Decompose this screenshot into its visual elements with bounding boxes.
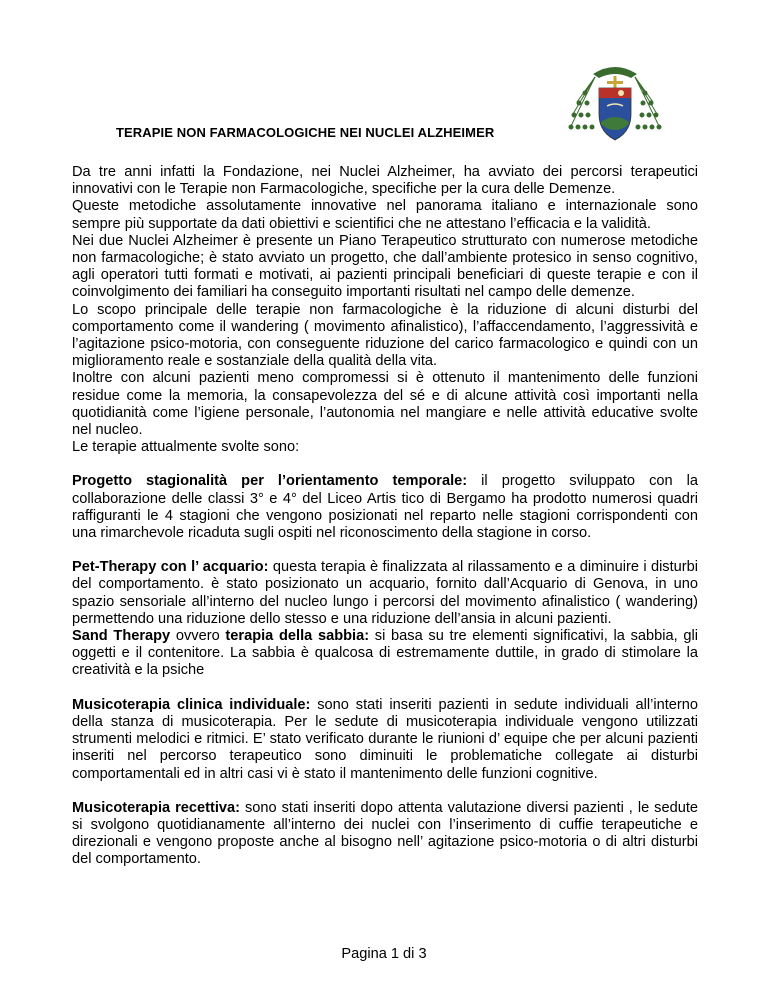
therapy-connector: ovvero [170, 628, 226, 645]
intro-paragraph: Lo scopo principale delle terapie non farmacologiche è la riduzione di alcuni disturbi del comportamento come il wandering ( movimento afinalistico), l’affaccendamento, l’aggressività e l’agitazione psico-motoria, con conseguente riduzione del carico farmacologico e quindi con un miglioramento reale e sostanziale della qualità della vita. [72, 301, 698, 370]
document-title: TERAPIE NON FARMACOLOGICHE NEI NUCLEI ALZHEIMER [116, 125, 495, 140]
intro-paragraph: Da tre anni infatti la Fondazione, nei Nuclei Alzheimer, ha avviato dei percorsi terapeutici innovativi con le Terapie non Farmacologiche, specifiche per la cura delle Demenze. [72, 164, 698, 198]
intro-paragraph: Nei due Nuclei Alzheimer è presente un Piano Terapeutico strutturato con numerose metodiche non farmacologiche; è stato avviato un progetto, che dall’ambiente protesico in senso cognitivo, agli operatori tutti formati e motivati, ai pazienti principali beneficiari di queste terapie e con il coinvolgimento dei familiari ha conseguito importanti risultati nel campo delle demenze. [72, 232, 698, 301]
coat-of-arms-icon [565, 62, 665, 152]
therapy-text: sono stati inseriti pazienti in sedute individuali all’interno della stanza di musicoterapia. Per le sedute di musicoterapia individuale vengono utilizzati strumenti melodici e ritmici. E’ stato verificato durante le riunioni d’ equipe che per alcuni pazienti inseriti nel percorso terapeutico sono diminuiti le problematiche collegate ai disturbi comportamentali ed in altri casi vi è stato il mantenimento delle funzioni cognitive. [72, 696, 698, 782]
therapy-heading: Progetto stagionalità per l’orientamento temporale: [72, 473, 468, 490]
therapy-heading: Musicoterapia recettiva: [72, 799, 241, 816]
therapy-heading: Pet-Therapy con l’ acquario: [72, 559, 269, 576]
therapy-sand [72, 628, 698, 680]
intro-paragraph: Le terapie attualmente svolte sono: [72, 439, 300, 456]
therapy-text: questa terapia è finalizzata al rilassamento e a diminuire i disturbi del comportamento. è stato posizionato un acquario, fornito dall’Acquario di Genova, in uno spazio sensoriale all’interno del nucleo lungo i percorsi del movimento afinalistico ( wandering) permettendo una riduzione dello stesso e una riduzione dell’ansia in alcuni pazienti. [72, 559, 698, 627]
document-body [72, 164, 698, 869]
therapy-lead: Sand Therapy [72, 628, 171, 645]
therapy-text: sono stati inseriti dopo attenta valutazione diversi pazienti , le sedute si svolgono quotidianamente all’interno dei nuclei con l’inserimento di cuffie terapeutiche e direzionali e vengono proposte anche al bisogno nell’ agitazione psico-motoria o di altri disturbi del comportamento. [72, 799, 698, 868]
therapy-text: il progetto sviluppato con la collaborazione delle classi 3° e 4° del Liceo Artis tico di Bergamo ha prodotto numerosi quadri raffiguranti le 4 stagioni che vengono posizionati nel reparto nelle stagioni corrispondenti con una rimarchevole ricaduta sugli ospiti nel riconoscimento della stagione in corso. [72, 473, 698, 542]
therapy-pet [72, 559, 698, 628]
page-footer: Pagina 1 di 3 [341, 946, 427, 962]
therapy-seasonality [72, 473, 698, 542]
intro-paragraph: Queste metodiche assolutamente innovative nel panorama italiano e internazionale sono sempre più supportate da dati obiettivi e scientifici che ne attestano l’efficacia e la validità. [72, 198, 698, 232]
therapy-heading: Musicoterapia clinica individuale: [72, 696, 311, 713]
therapy-music-individual [72, 697, 698, 783]
intro-paragraph: Inoltre con alcuni pazienti meno compromessi si è ottenuto il mantenimento delle funzioni residue come la memoria, la consapevolezza del sé e di alcune attività così importanti nella quotidianità come l’igiene personale, l’autonomia nel mangiare e nelle attività educative svolte nel nucleo. [72, 370, 698, 439]
therapy-heading: terapia della sabbia: [225, 628, 370, 645]
therapy-text: si basa su tre elementi significativi, la sabbia, gli oggetti e il contenitore. La sabbia è qualcosa di estremamente duttile, in grado di stimolare la creatività e la psiche [72, 628, 698, 679]
therapy-music-receptive [72, 800, 698, 869]
